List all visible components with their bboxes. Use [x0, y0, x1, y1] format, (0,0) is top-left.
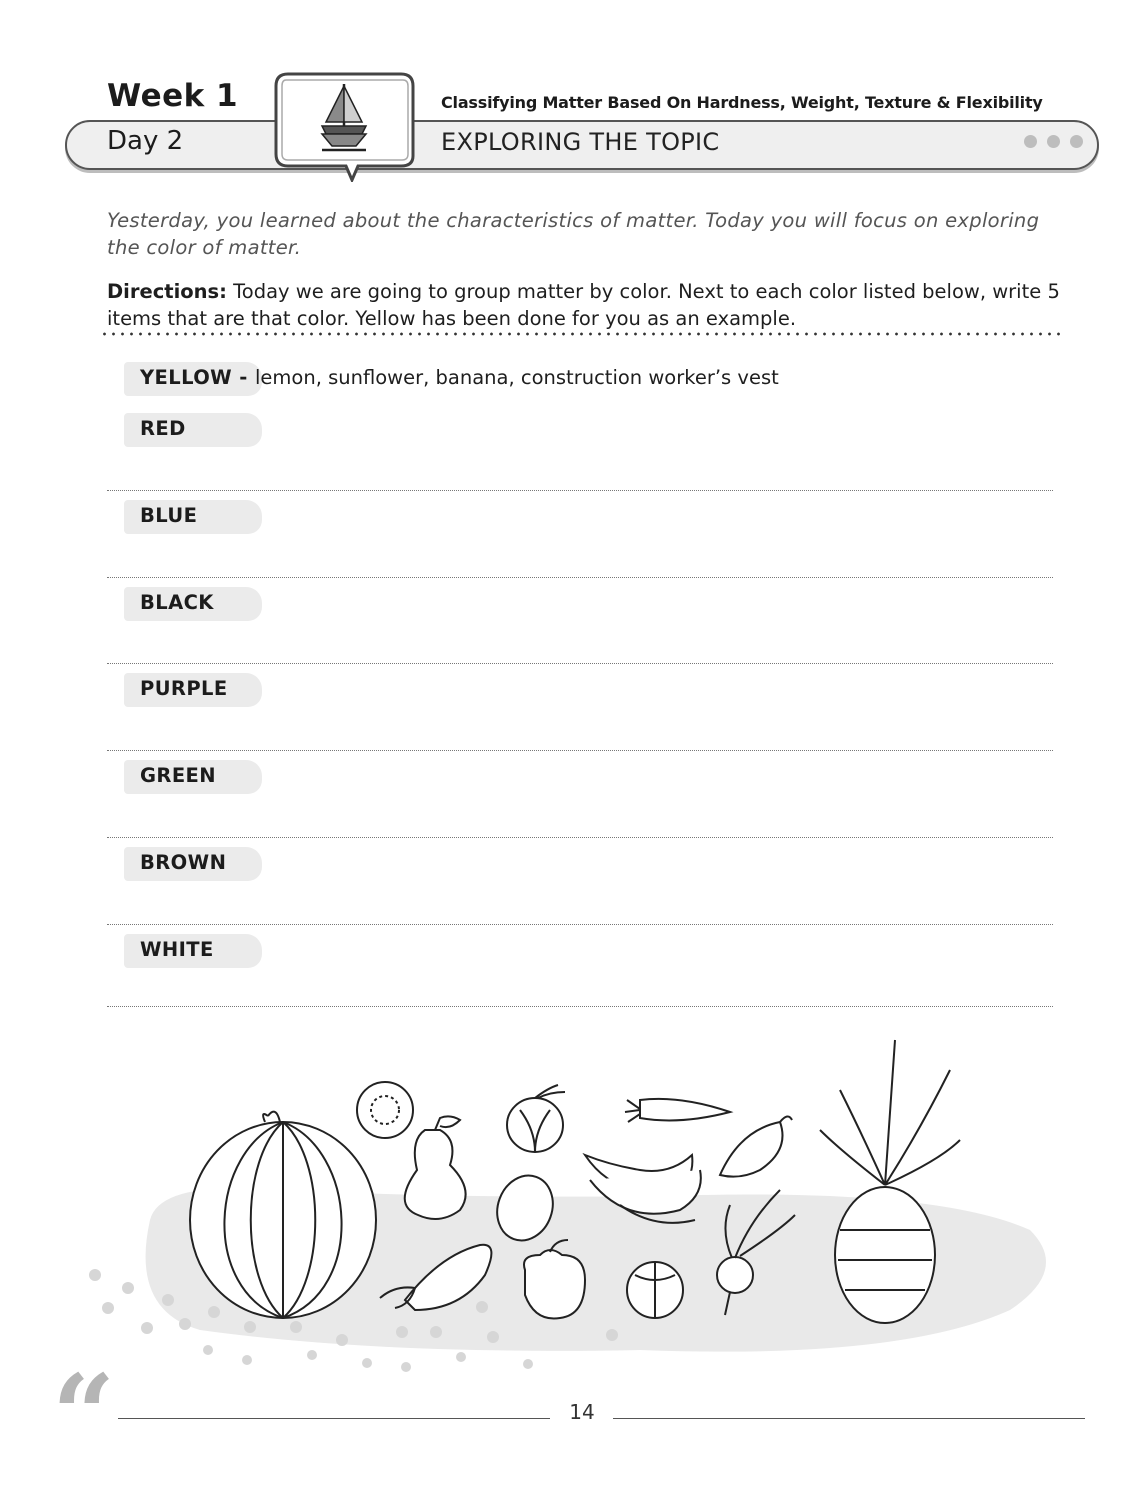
day-label: Day 2	[107, 126, 184, 156]
section-title: EXPLORING THE TOPIC	[441, 128, 720, 156]
header-dot	[1070, 135, 1083, 148]
color-label-brown: BROWN	[140, 851, 227, 874]
onion-icon	[507, 1085, 565, 1152]
week-label: Week 1	[107, 78, 239, 114]
color-label-yellow: YELLOW -	[140, 366, 248, 389]
subject-title: Classifying Matter Based On Hardness, Weight, Texture & Flexibility	[441, 93, 1043, 112]
carrot-icon	[625, 1099, 730, 1122]
color-label-white: WHITE	[140, 938, 214, 961]
answer-line-green[interactable]	[107, 837, 1053, 838]
quote-mark-icon: “	[52, 1350, 116, 1479]
yellow-example-answer: lemon, sunflower, banana, construction worker’s vest	[255, 366, 779, 389]
footer-rule	[118, 1418, 550, 1419]
answer-line-black[interactable]	[107, 663, 1053, 664]
intro-text: Yesterday, you learned about the characteristics of matter. Today you will focus on exploring the color of matter.	[107, 209, 1040, 259]
sailboat-icon	[272, 70, 417, 182]
page-number: 14	[569, 1400, 595, 1424]
color-label-black: BLACK	[140, 591, 214, 614]
answer-line-blue[interactable]	[107, 577, 1053, 578]
color-label-red: RED	[140, 417, 186, 440]
header-dot	[1024, 135, 1037, 148]
kiwi-icon	[357, 1082, 413, 1138]
answer-line-white[interactable]	[107, 1006, 1053, 1007]
directions-text: Today we are going to group matter by color. Next to each color listed below, write 5 items that are that color. Yellow has been done for you as an example.	[107, 280, 1060, 330]
watermelon-icon	[190, 1112, 376, 1318]
dotted-separator	[100, 332, 1062, 336]
pear-icon	[405, 1116, 466, 1219]
answer-line-brown[interactable]	[107, 924, 1053, 925]
header-dot	[1047, 135, 1060, 148]
color-label-blue: BLUE	[140, 504, 198, 527]
chili-pepper-icon	[720, 1116, 792, 1176]
answer-line-purple[interactable]	[107, 750, 1053, 751]
footer-rule	[613, 1418, 1085, 1419]
tomato-icon	[627, 1262, 683, 1318]
color-label-green: GREEN	[140, 764, 216, 787]
directions-label: Directions:	[107, 280, 227, 303]
color-label-purple: PURPLE	[140, 677, 228, 700]
directions	[107, 278, 1067, 332]
produce-illustration	[80, 1030, 1070, 1380]
answer-line-red[interactable]	[107, 490, 1053, 491]
